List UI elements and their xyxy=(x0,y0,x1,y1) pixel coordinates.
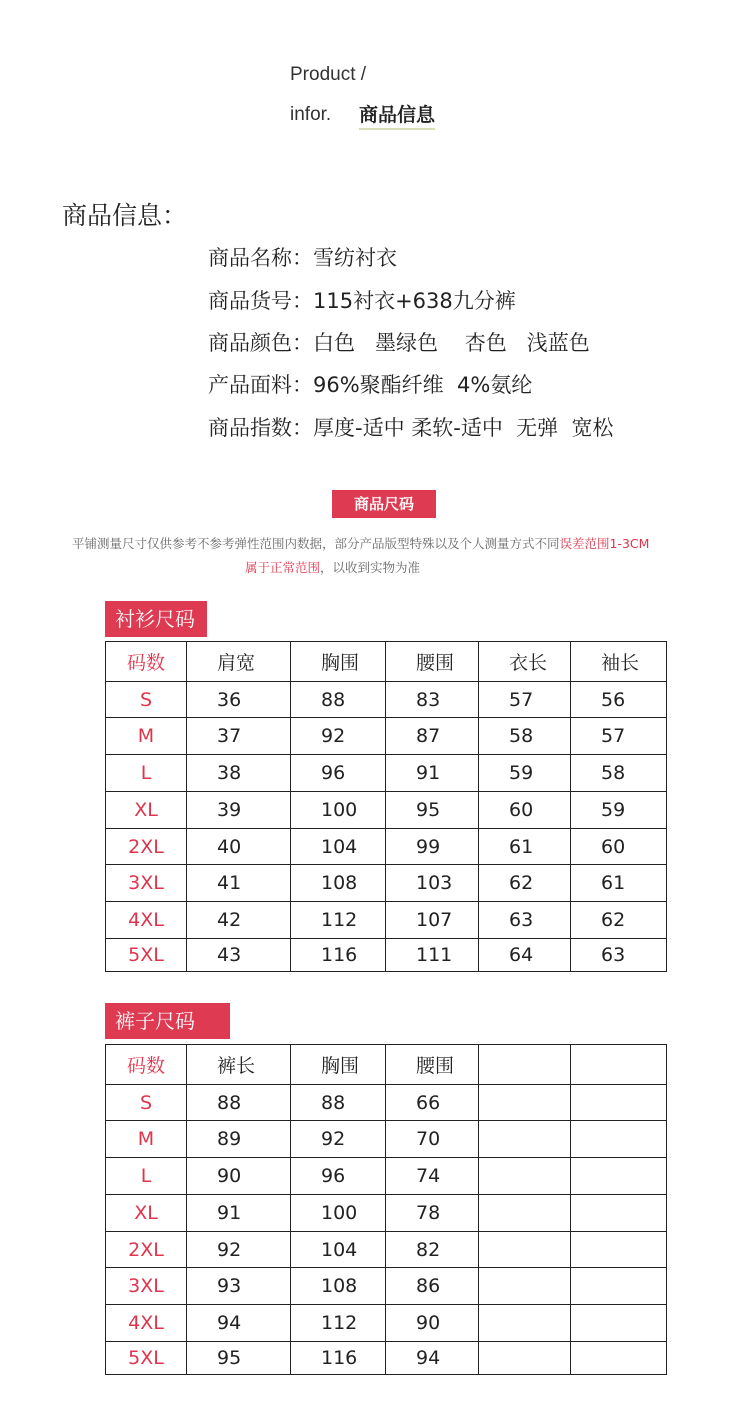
size-code-cell: 2XL xyxy=(106,829,187,865)
table-cell: 64 xyxy=(479,939,571,972)
table-row xyxy=(106,718,667,755)
info-label: 商品货号： xyxy=(208,289,313,313)
table-cell: 88 xyxy=(291,682,386,718)
table-row xyxy=(106,792,667,829)
info-value: 115衬衣+638九分裤 xyxy=(313,289,516,313)
table-cell: 61 xyxy=(479,829,571,865)
table-cell: 91 xyxy=(386,755,479,792)
table-cell: 91 xyxy=(187,1195,291,1232)
table-cell: 108 xyxy=(291,1268,386,1305)
table-cell: 100 xyxy=(291,792,386,829)
table-row xyxy=(106,1268,667,1305)
size-code-cell: L xyxy=(106,1158,187,1195)
table-cell: 59 xyxy=(479,755,571,792)
header-cell: 腰围 xyxy=(386,1045,479,1085)
table-cell xyxy=(479,1121,571,1158)
table-row xyxy=(106,1232,667,1268)
size-code-cell: S xyxy=(106,682,187,718)
size-code-cell: 4XL xyxy=(106,902,187,939)
table-cell: 99 xyxy=(386,829,479,865)
table-cell: 88 xyxy=(187,1085,291,1121)
header-cell: 码数 xyxy=(106,1045,187,1085)
table-cell: 60 xyxy=(571,829,667,865)
table-cell: 104 xyxy=(291,1232,386,1268)
header-cell: 码数 xyxy=(106,642,187,682)
info-row xyxy=(208,327,590,357)
shirt-size-table xyxy=(105,641,667,972)
table-cell: 62 xyxy=(479,865,571,902)
table-cell xyxy=(479,1342,571,1375)
table-row xyxy=(106,829,667,865)
table-cell: 63 xyxy=(479,902,571,939)
table-cell: 43 xyxy=(187,939,291,972)
table-cell xyxy=(479,1232,571,1268)
header-en-line2: infor. xyxy=(290,104,332,125)
table-cell: 107 xyxy=(386,902,479,939)
info-label: 商品名称： xyxy=(208,246,313,270)
table-cell: 83 xyxy=(386,682,479,718)
note-normal-text: 平铺测量尺寸仅供参考不参考弹性范围内数据，部分产品版型特殊以及个人测量方式不同 xyxy=(72,536,560,551)
info-value: 雪纺衬衣 xyxy=(313,246,397,270)
table-cell: 95 xyxy=(386,792,479,829)
table-header-row xyxy=(106,642,667,682)
size-code-cell: 3XL xyxy=(106,865,187,902)
table-cell: 111 xyxy=(386,939,479,972)
table-cell xyxy=(479,1085,571,1121)
table-cell: 82 xyxy=(386,1232,479,1268)
table-cell xyxy=(571,1268,667,1305)
table-cell: 38 xyxy=(187,755,291,792)
table-cell: 58 xyxy=(571,755,667,792)
size-code-cell: XL xyxy=(106,1195,187,1232)
table-cell: 60 xyxy=(479,792,571,829)
info-value: 白色 墨绿色 杏色 浅蓝色 xyxy=(313,331,590,355)
header-cell: 腰围 xyxy=(386,642,479,682)
table-cell: 94 xyxy=(386,1342,479,1375)
size-code-cell: 2XL xyxy=(106,1232,187,1268)
size-code-cell: M xyxy=(106,1121,187,1158)
size-note-line1 xyxy=(72,534,649,552)
note-red-text-2: 属于正常范围 xyxy=(245,560,321,575)
table-cell: 112 xyxy=(291,1305,386,1342)
info-row xyxy=(208,242,397,272)
info-label: 商品指数： xyxy=(208,416,313,440)
table-cell: 62 xyxy=(571,902,667,939)
table-cell: 39 xyxy=(187,792,291,829)
table-cell: 37 xyxy=(187,718,291,755)
info-label: 商品颜色： xyxy=(208,331,313,355)
table-row xyxy=(106,939,667,972)
table-cell: 57 xyxy=(479,682,571,718)
table-cell: 103 xyxy=(386,865,479,902)
header-cell: 肩宽 xyxy=(187,642,291,682)
table-cell xyxy=(479,1158,571,1195)
table-row xyxy=(106,1342,667,1375)
size-code-cell: 5XL xyxy=(106,1342,187,1375)
size-code-cell: 3XL xyxy=(106,1268,187,1305)
table-cell: 95 xyxy=(187,1342,291,1375)
table-cell: 96 xyxy=(291,1158,386,1195)
info-row xyxy=(208,285,516,315)
header-cell xyxy=(479,1045,571,1085)
size-code-cell: M xyxy=(106,718,187,755)
table-cell xyxy=(479,1268,571,1305)
table-cell: 104 xyxy=(291,829,386,865)
header-cell: 裤长 xyxy=(187,1045,291,1085)
size-code-cell: S xyxy=(106,1085,187,1121)
table-cell: 42 xyxy=(187,902,291,939)
table-cell: 61 xyxy=(571,865,667,902)
table-cell: 93 xyxy=(187,1268,291,1305)
table-cell xyxy=(571,1305,667,1342)
table-cell: 87 xyxy=(386,718,479,755)
table-cell: 70 xyxy=(386,1121,479,1158)
table-cell: 59 xyxy=(571,792,667,829)
table-cell: 116 xyxy=(291,939,386,972)
table-cell: 92 xyxy=(291,718,386,755)
table-row xyxy=(106,865,667,902)
table-cell: 94 xyxy=(187,1305,291,1342)
table-cell: 57 xyxy=(571,718,667,755)
table-cell: 63 xyxy=(571,939,667,972)
header-cn-title: 商品信息 xyxy=(359,100,435,130)
table-cell: 108 xyxy=(291,865,386,902)
table-row xyxy=(106,1158,667,1195)
table-cell xyxy=(571,1232,667,1268)
table-header-row xyxy=(106,1045,667,1085)
note-red-text: 误差范围1-3CM xyxy=(559,536,650,551)
shirt-size-label: 衬衫尺码 xyxy=(105,601,207,637)
table-cell xyxy=(571,1121,667,1158)
info-label: 产品面料： xyxy=(208,373,313,397)
table-cell: 92 xyxy=(187,1232,291,1268)
table-cell: 58 xyxy=(479,718,571,755)
info-value: 96%聚酯纤维 4%氨纶 xyxy=(313,373,533,397)
table-cell: 90 xyxy=(187,1158,291,1195)
note-normal-text-2: ，以收到实物为准 xyxy=(320,560,421,575)
table-cell xyxy=(479,1195,571,1232)
size-note-line2 xyxy=(245,558,420,576)
size-code-cell: L xyxy=(106,755,187,792)
header-cell: 胸围 xyxy=(291,642,386,682)
table-row xyxy=(106,902,667,939)
info-row xyxy=(208,412,614,442)
pants-size-table xyxy=(105,1044,667,1375)
info-value: 厚度-适中 柔软-适中 无弹 宽松 xyxy=(313,416,614,440)
table-cell: 112 xyxy=(291,902,386,939)
size-code-cell: 5XL xyxy=(106,939,187,972)
table-cell: 36 xyxy=(187,682,291,718)
table-cell xyxy=(479,1305,571,1342)
table-cell: 66 xyxy=(386,1085,479,1121)
table-cell xyxy=(571,1195,667,1232)
table-row xyxy=(106,1085,667,1121)
header-cell xyxy=(571,1045,667,1085)
info-title: 商品信息： xyxy=(62,201,188,230)
table-cell: 100 xyxy=(291,1195,386,1232)
table-cell: 116 xyxy=(291,1342,386,1375)
table-cell xyxy=(571,1342,667,1375)
info-row xyxy=(208,369,532,399)
table-cell: 78 xyxy=(386,1195,479,1232)
table-row xyxy=(106,1121,667,1158)
size-code-cell: 4XL xyxy=(106,1305,187,1342)
header-cell: 袖长 xyxy=(571,642,667,682)
header-cell: 衣长 xyxy=(479,642,571,682)
size-badge: 商品尺码 xyxy=(332,490,436,518)
table-cell: 74 xyxy=(386,1158,479,1195)
table-cell: 86 xyxy=(386,1268,479,1305)
table-row xyxy=(106,682,667,718)
header-en-line1: Product / xyxy=(290,64,367,85)
table-cell: 41 xyxy=(187,865,291,902)
size-code-cell: XL xyxy=(106,792,187,829)
table-row xyxy=(106,1305,667,1342)
table-cell: 96 xyxy=(291,755,386,792)
table-cell xyxy=(571,1158,667,1195)
table-cell: 89 xyxy=(187,1121,291,1158)
table-row xyxy=(106,755,667,792)
table-cell: 56 xyxy=(571,682,667,718)
pants-size-label: 裤子尺码 xyxy=(105,1003,230,1039)
table-cell: 90 xyxy=(386,1305,479,1342)
header-cell: 胸围 xyxy=(291,1045,386,1085)
table-cell: 88 xyxy=(291,1085,386,1121)
table-cell: 92 xyxy=(291,1121,386,1158)
table-row xyxy=(106,1195,667,1232)
table-cell: 40 xyxy=(187,829,291,865)
table-cell xyxy=(571,1085,667,1121)
